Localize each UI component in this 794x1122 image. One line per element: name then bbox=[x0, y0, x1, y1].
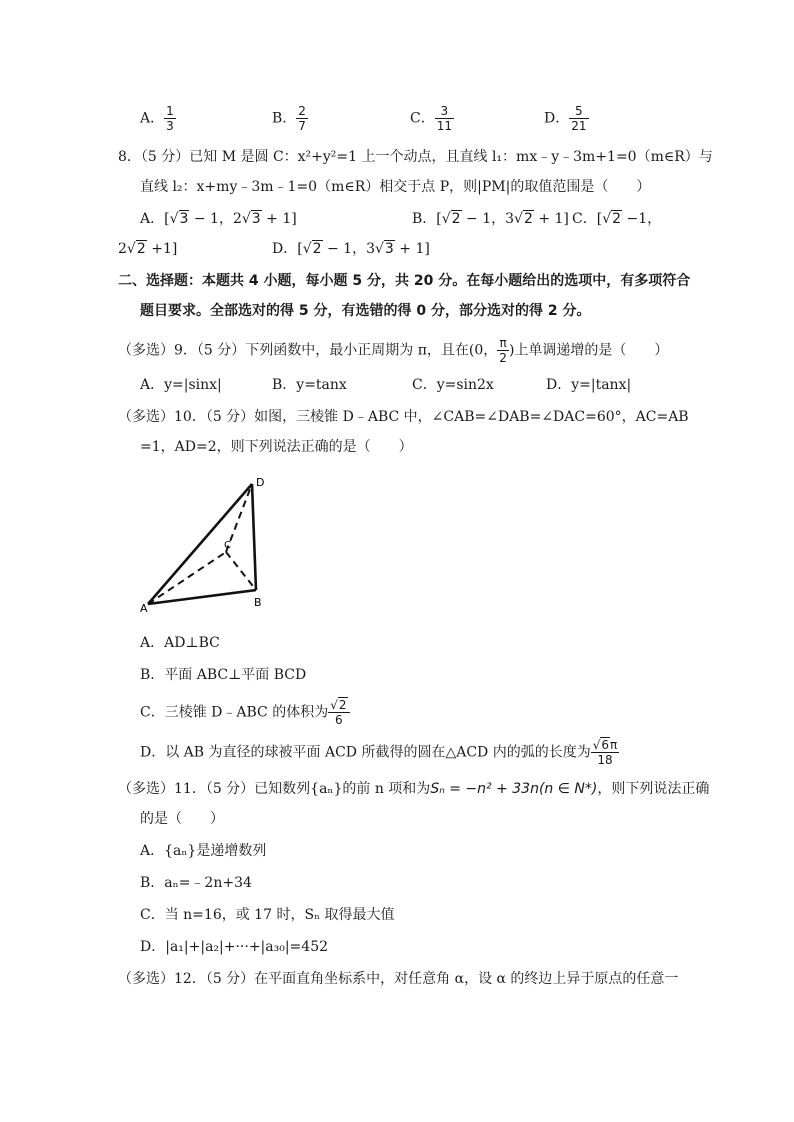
q8-option-c: C．[√2 −1， bbox=[572, 211, 662, 227]
q7-option-a: A． $\frac{1}{3}$ bbox=[140, 104, 174, 133]
edge-ad bbox=[148, 484, 252, 604]
vertex-label-a: A bbox=[140, 602, 148, 615]
q8-option-c-continued: 2√2 +1] bbox=[118, 241, 178, 257]
q11-option-b: B．aₙ=﹣2n+34 bbox=[140, 875, 252, 891]
section2-heading-line2: 题目要求。全部选对的得 5 分，有选错的得 0 分，部分选对的得 2 分。 bbox=[140, 303, 591, 319]
q10-c-fraction: $\frac{√2}{6}$ bbox=[328, 698, 349, 727]
section2-heading-line1: 二、选择题：本题共 4 小题，每小题 5 分，共 20 分。在每小题给出的选项中，有多项符合 bbox=[118, 273, 691, 289]
q9-option-c: C．y=sin2x bbox=[412, 377, 494, 393]
vertex-label-d: D bbox=[256, 476, 265, 489]
q11-option-c: C．当 n=16，或 17 时，Sₙ 取得最大值 bbox=[140, 907, 395, 923]
q7-option-d: D． $\frac{5}{21}$ bbox=[544, 104, 587, 133]
q8-option-d: D．[√2 − 1，3√3 + 1] bbox=[272, 241, 430, 257]
q7-b-fraction: $\frac{2}{7}$ bbox=[298, 104, 306, 133]
q10-d-fraction: $\frac{√6\pi}{18}$ bbox=[592, 738, 618, 767]
q11-stem-line1: （多选）11．（5 分）已知数列{aₙ}的前 n 项和为Sₙ = −n² + 33n(n ∈ N*)，则下列说法正确 bbox=[118, 781, 710, 797]
q10-option-a: A．AD⊥BC bbox=[140, 635, 220, 651]
q7-c-fraction: $\frac{3}{11}$ bbox=[436, 104, 452, 133]
q11-option-a: A．{aₙ}是递增数列 bbox=[140, 843, 267, 859]
q12-stem-line1: （多选）12．（5 分）在平面直角坐标系中，对任意角 α，设 α 的终边上异于原点的任意一 bbox=[118, 971, 679, 987]
q11-formula: Sₙ = −n² + 33n(n ∈ N*) bbox=[430, 781, 598, 797]
q11-option-d: D．|a₁|+|a₂|+···+|a₃₀|=452 bbox=[140, 939, 329, 955]
q9-stem: （多选）9．（5 分）下列函数中，最小正周期为 π，且在(0， $\frac{\pi}{2}$ )上单调递增的是（ ） bbox=[118, 336, 669, 365]
edge-cb bbox=[226, 552, 256, 590]
q7-d-fraction: $\frac{5}{21}$ bbox=[571, 104, 587, 133]
vertex-label-b: B bbox=[254, 596, 262, 609]
q10-option-c: C．三棱锥 D﹣ABC 的体积为 $\frac{√2}{6}$ bbox=[140, 698, 350, 727]
vertex-label-c: C bbox=[224, 540, 231, 551]
q10-option-b: B．平面 ABC⊥平面 BCD bbox=[140, 667, 307, 683]
q8-option-a: A．[√3 − 1，2√3 + 1] bbox=[140, 211, 297, 227]
edge-ab bbox=[148, 590, 256, 604]
q9-pi-over-2: $\frac{\pi}{2}$ bbox=[499, 336, 507, 365]
q9-option-a: A．y=|sinx| bbox=[140, 377, 222, 393]
q10-pyramid-figure bbox=[132, 466, 282, 616]
q7-option-c: C． $\frac{3}{11}$ bbox=[410, 104, 452, 133]
edge-db bbox=[252, 484, 256, 590]
q8-option-b: B．[√2 − 1，3√2 + 1] bbox=[412, 211, 569, 227]
q9-option-d: D．y=|tanx| bbox=[546, 377, 632, 393]
q10-option-d: D．以 AB 为直径的球被平面 ACD 所截得的圆在△ACD 内的弧的长度为 $\frac{√6\pi}{18}$ bbox=[140, 738, 618, 767]
q10-stem-line1: （多选）10．（5 分）如图，三棱锥 D﹣ABC 中，∠CAB=∠DAB=∠DAC=60°，AC=AB bbox=[118, 409, 689, 425]
q10-stem-line2: =1，AD=2，则下列说法正确的是（ ） bbox=[140, 439, 413, 455]
q7-option-b: B． $\frac{2}{7}$ bbox=[272, 104, 306, 133]
q11-stem-line2: 的是（ ） bbox=[140, 811, 224, 827]
q9-option-b: B．y=tanx bbox=[272, 377, 347, 393]
q8-stem-line2: 直线 l₂：x+my﹣3m﹣1=0（m∈R）相交于点 P，则|PM|的取值范围是（ ） bbox=[140, 179, 651, 195]
q8-stem-line1: 8．（5 分）已知 M 是圆 C：x²+y²=1 上一个动点，且直线 l₁：mx﹣y﹣3m+1=0（m∈R）与 bbox=[118, 149, 713, 165]
q7-a-fraction: $\frac{1}{3}$ bbox=[166, 104, 174, 133]
